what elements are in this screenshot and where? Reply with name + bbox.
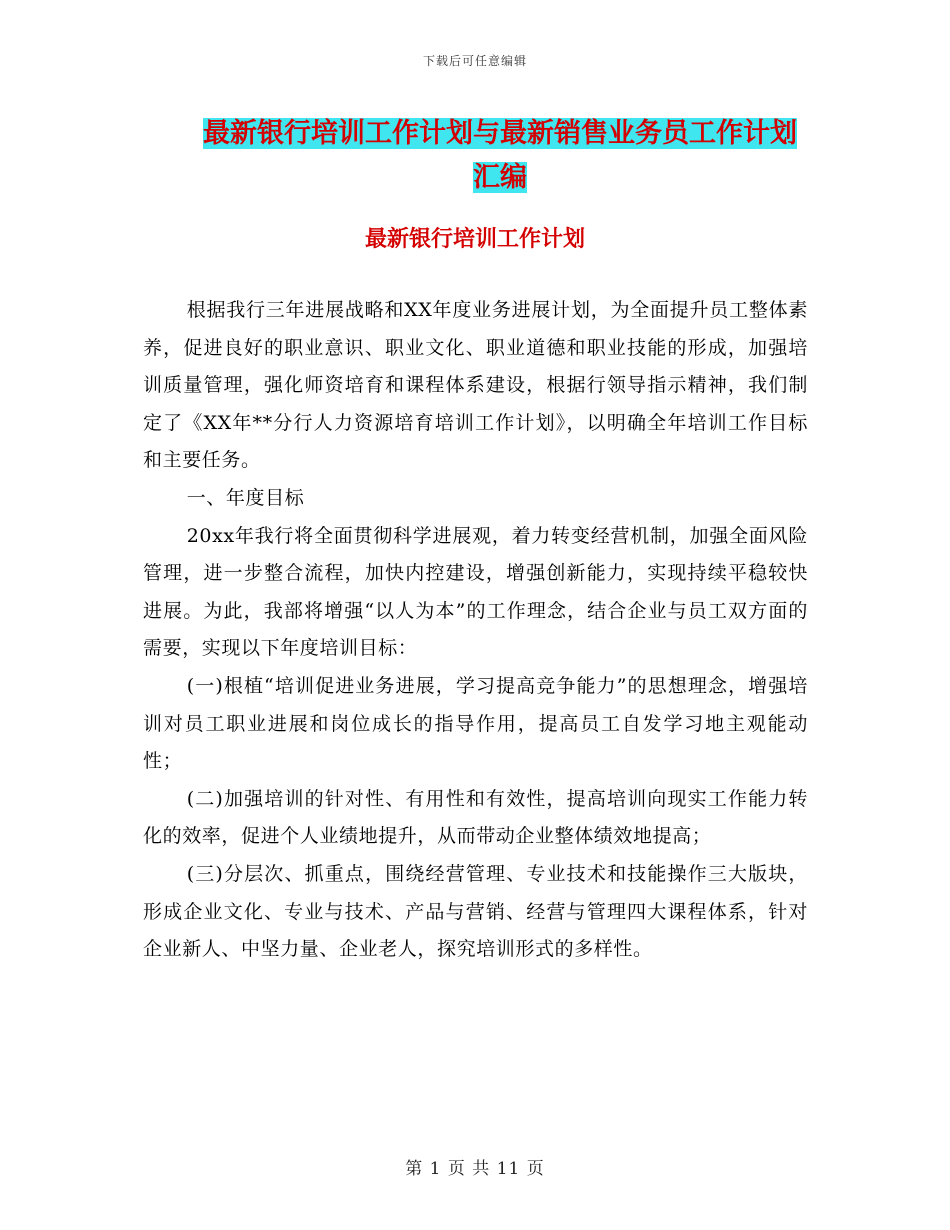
document-title <box>190 112 810 200</box>
paragraph-goal-3: (三)分层次、抓重点，围绕经营管理、专业技术和技能操作三大版块，形成企业文化、专业与技术、产品与营销、经营与管理四大课程体系，针对企业新人、中坚力量、企业老人，探究培训形式的多样性。 <box>143 862 808 961</box>
document-title-text: 最新银行培训工作计划与最新销售业务员工作计划汇编 <box>203 118 797 193</box>
paragraph-goal-2: (二)加强培训的针对性、有用性和有效性，提高培训向现实工作能力转化的效率，促进个人业绩地提升，从而带动企业整体绩效地提高； <box>143 787 808 848</box>
section-title: 最新银行培训工作计划 <box>364 227 585 252</box>
paragraph-heading-annual-goals: 一、年度目标 <box>186 486 305 509</box>
header-note: 下载后可任意编辑 <box>422 54 527 68</box>
page-number: 第 1 页 共 11 页 <box>405 1159 545 1179</box>
document-body <box>143 292 808 969</box>
paragraph-intro: 根据我行三年进展战略和XX年度业务进展计划，为全面提升员工整体素养，促进良好的职业意识、职业文化、职业道德和职业技能的形成，加强培训质量管理，强化师资培育和课程体系建设，根据行领导指示精神，我们制定了《XX年**分行人力资源培育培训工作计划》，以明确全年培训工作目标和主要任务。 <box>143 299 808 472</box>
paragraph-goals-overview: 20xx年我行将全面贯彻科学进展观，着力转变经营机制，加强全面风险管理，进一步整合流程，加快内控建设，增强创新能力，实现持续平稳较快进展。为此，我部将增强“以人为本”的工作理念，结合企业与员工双方面的需要，实现以下年度培训目标： <box>143 524 808 660</box>
paragraph-goal-1: (一)根植“培训促进业务进展，学习提高竞争能力”的思想理念，增强培训对员工职业进展和岗位成长的指导作用，提高员工自发学习地主观能动性； <box>143 674 808 773</box>
